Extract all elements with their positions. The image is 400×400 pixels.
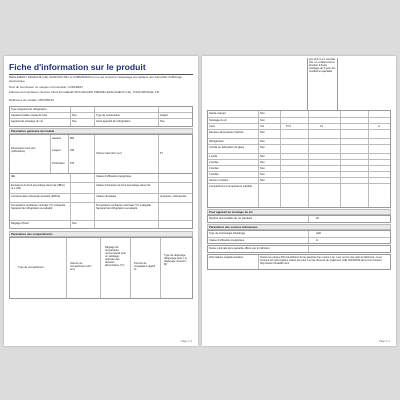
info-sheet-page-2 — [202, 56, 396, 346]
supplier-value: CURADEPI — [67, 85, 83, 89]
bottles-value: 20 — [316, 216, 319, 220]
height-label: Hauteur — [52, 137, 62, 140]
compartment-label: Compartiment à température variable — [209, 184, 252, 188]
row-label: Appareil de stockage du vin — [11, 119, 43, 123]
page-number: Page 1 / 2 — [181, 340, 192, 343]
col-freezing: Pouvoir de congélation (kg/24 h) — [134, 262, 156, 271]
volume-value: 57 — [160, 152, 163, 155]
col-temperature: Réglage de température recommandé pour un stockage optimisé des denrées alimentaires (°C) — [105, 246, 127, 267]
compartment-present: Non — [260, 118, 265, 122]
dimensions-table — [9, 134, 193, 174]
row-value: Non — [72, 119, 77, 123]
table-row — [208, 183, 390, 208]
top-note: peu 2(3 m) en contrôle, slot, on a déterminé la fonction d'Autre stockage de 0 pour les conditions spéciales — [309, 58, 336, 73]
regulation-text: RÈGLEMENT DÉLÉGUÉ (UE) 2019/2016 DE LA COMMISSION en ce qui concerne l'étiquetage énergétique des dispositifs d'affichage électronique — [9, 75, 182, 83]
row-value: Non — [72, 113, 77, 117]
compartment-label: 4 étoiles — [209, 172, 219, 176]
model-label: Référence du modèle: — [9, 98, 38, 102]
width-value: 295 — [70, 149, 75, 152]
row-label: Température ambiante minimale (°C) à laquelle l'appareil de réfrigération est adapté — [11, 203, 66, 210]
row-value-2: intégré — [160, 113, 168, 117]
section-wine: Pour appareil de stockage du vin — [207, 209, 391, 215]
section-compartments: Paramètres des compartiments — [9, 231, 193, 237]
compartment-label: 3 étoiles — [209, 166, 219, 170]
additional-info-table — [207, 254, 391, 270]
info-sheet-page-1 — [4, 56, 198, 346]
light-type-label: Type de technologie d'éclairage — [209, 231, 246, 235]
table-row — [10, 118, 192, 127]
compartment-present: Non — [260, 160, 265, 164]
light-class-value: G — [316, 238, 319, 242]
compartment-present: Non — [260, 111, 265, 115]
compartment-present: Non — [260, 172, 265, 176]
table-row — [10, 174, 192, 182]
row-label-2: Classe d'émission de bruit acoustique dans l'air — [96, 183, 151, 187]
compartment-present: Non — [260, 145, 265, 149]
row-label-2: Classe d'efficacité énergétique — [96, 174, 132, 178]
dimensions-label: Dimensions hors tout (millimètres) — [11, 147, 36, 153]
compartment-label: Section 2 étoiles — [209, 178, 229, 182]
address-line — [9, 91, 192, 95]
address-value: Service Client E'modELEC BOULEVARD PIERRE LEFAUCHEUX (LE), 72100 ARNAGE, FR — [40, 90, 159, 94]
compartment-present: Non — [260, 130, 265, 134]
address-label: Adresse du fournisseur: — [9, 90, 40, 94]
compartment-label: Cave — [209, 124, 216, 128]
table-row — [10, 202, 192, 221]
compartment-label: 0 étoile ou fabrication de glace — [209, 145, 245, 149]
compartment-label: Réfrigération — [209, 139, 224, 143]
height-value: 863 — [70, 137, 75, 140]
compartment-header-table — [9, 237, 193, 299]
row-label: Consommation d'énergie annuelle (kWh/a) — [11, 194, 61, 198]
compartment-present: Non — [260, 178, 265, 182]
depth-label: Profondeur — [52, 162, 65, 165]
row-label: IEE — [11, 174, 16, 178]
width-label: Largeur — [52, 149, 61, 152]
row-label-2: Type de construction — [96, 113, 120, 117]
supplier-line — [9, 86, 192, 90]
table-row — [10, 220, 192, 229]
row-label-2: Autre appareil de réfrigération — [96, 119, 131, 123]
volume-label: Volume total (dm³ ou l) — [96, 152, 123, 155]
model-value: CBV005126 — [38, 98, 54, 102]
row-label: Réglage d'hiver — [11, 221, 29, 225]
compartment-present: Non — [260, 139, 265, 143]
page-number: Page 2 / 2 — [379, 340, 390, 343]
row-label: Émissions de bruit acoustique dans l'air (dB(A) re 1 pW) — [11, 183, 65, 190]
compartment-temperature: 12 — [320, 124, 323, 128]
model-line — [9, 99, 192, 103]
compartment-defrost: A — [378, 124, 380, 128]
compartment-label: 1 étoile — [209, 154, 218, 158]
col-type: Type de compartiment — [18, 266, 44, 269]
supplier-label: Nom du fournisseur ou marque commerciale: — [9, 85, 67, 89]
page-title: Fiche d'information sur le produit — [9, 62, 146, 72]
compartment-present: Non — [260, 166, 265, 170]
row-value-2: Non — [160, 119, 165, 123]
guarantee-table — [207, 245, 391, 253]
additional-info-text: Toutes les pièces (PA) bénéficient d'une garantie d'au moins 1 an. Lien vers le site web du fabricant, où se trouvent les informations visées au point 4 a) de l'annexe du règlement (UE) 2019/2019 de la Commission: http://www.chinadiffi.com/ — [260, 256, 383, 265]
bottles-table — [207, 215, 391, 223]
section-light: Paramètres des sources lumineuses — [207, 224, 391, 230]
table-row — [208, 237, 390, 244]
light-table — [207, 230, 391, 244]
compartment-values-table — [207, 110, 391, 208]
row-label-2: Classe climatique — [96, 194, 117, 198]
compartment-label: Garde-manger — [209, 111, 226, 115]
bottles-label: Nombre de bouteilles de vin standard — [209, 216, 252, 220]
compartment-volume: 57,0 — [286, 124, 292, 128]
light-class-label: Classe d'efficacité énergétique — [209, 238, 245, 242]
compartment-present: Non — [260, 154, 265, 158]
energy-table — [9, 173, 193, 229]
appliance-type-table — [9, 106, 193, 127]
row-value: Non — [72, 221, 77, 225]
compartment-label: 2 étoiles — [209, 160, 219, 164]
compartment-label: Denrées alimentaires fraîches — [209, 130, 244, 134]
row-label: Type d'appareil de réfrigération: — [11, 107, 48, 111]
depth-value: 570 — [70, 162, 75, 165]
compartment-label: Stockage du vin — [209, 118, 228, 122]
row-value-2: tempérée, subtropicale — [160, 194, 187, 198]
col-defrost: Type de dégivrage (dégivrage auto = A, dégivrage manuel = M) — [164, 254, 188, 266]
compartment-present: Oui — [260, 124, 265, 128]
col-volume: Volume du compartiment (dm³ ou l) — [70, 262, 92, 271]
additional-info-label: Informations supplémentaires: — [209, 256, 244, 259]
row-label: Appareil à faible niveau de bruit — [11, 113, 48, 117]
light-type-value: LED — [316, 231, 322, 235]
top-note-cell — [307, 58, 338, 111]
guarantee-label: Durée minimale de la garantie offerte par le fabricant — [209, 246, 270, 250]
section-general: Paramètres généraux du modèle — [9, 128, 193, 134]
row-label-2: Température ambiante maximale (°C) à laquelle l'appareil de réfrigération est adapté — [96, 203, 151, 210]
